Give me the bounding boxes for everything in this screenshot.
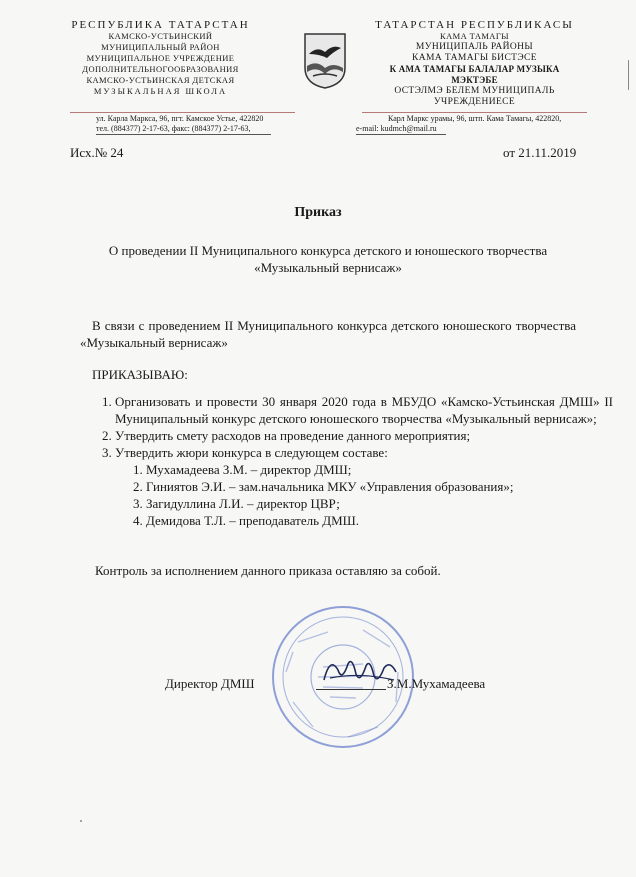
jury-member: 4. Демидова Т.Л. – преподаватель ДМШ. — [146, 512, 613, 529]
subject-line-1: О проведении II Муниципального конкурса детского и юношеского творчества — [108, 243, 548, 258]
signature-line — [316, 689, 386, 690]
address-underline-left — [96, 134, 271, 135]
intro-paragraph — [80, 317, 576, 351]
intro-text: В связи с проведением II Муниципального конкурса детского юношеского творчества «Музыкальный вернисаж» — [80, 318, 576, 350]
list-item: 1. Организовать и провести 30 января 2020 года в МБУДО «Камско-Устьинская ДМШ» II Муниципальный конкурс детского юношеского творчества «Музыкальный вернисаж»; — [115, 393, 613, 427]
institution-tt-3: ОСТЭЛМЭ БЕЛЕМ МУНИЦИПАЛЬ — [394, 86, 555, 96]
address-ru: ул. Карла Маркса, 96, пгт. Камское Устье, 422820 — [96, 114, 264, 123]
jury-list — [115, 461, 613, 529]
header-rule-left — [70, 112, 295, 113]
email-tt: e-mail: kudmch@mail.ru — [356, 124, 437, 133]
document-number: Исх.№ 24 — [70, 145, 124, 160]
jury-intro: Утвердить жюри конкурса в следующем составе: — [115, 445, 388, 460]
country-tt: ТАТАРСТАН РЕСПУБЛИКАСЫ — [375, 19, 574, 31]
control-statement: Контроль за исполнением данного приказа оставляю за собой. — [95, 563, 441, 578]
district-tt-1: КАМА ТАМАГЫ — [440, 31, 509, 41]
list-item: 2. Утвердить смету расходов на проведение данного мероприятия; — [115, 427, 613, 444]
address-tt: Карл Маркс урамы, 96, штп. Кама Тамагы, 422820, — [388, 114, 562, 123]
district-tt-3: КАМА ТАМАГЫ БИСТЭСЕ — [412, 53, 537, 63]
jury-member: 2. Гиниятов Э.И. – зам.начальника МКУ «Управления образования»; — [146, 478, 613, 495]
document-date: от 21.11.2019 — [503, 145, 577, 160]
document-subject — [80, 242, 576, 276]
institution-tt-2: МЭКТЭБЕ — [451, 75, 498, 85]
coat-of-arms-icon — [303, 32, 347, 90]
scan-speck — [628, 60, 629, 90]
institution-ru-3: КАМСКО-УСТЬИНСКАЯ ДЕТСКАЯ — [86, 75, 235, 85]
document-title: Приказ — [294, 205, 342, 220]
institution-ru-2: ДОПОЛНИТЕЛЬНОГООБРАЗОВАНИЯ — [82, 64, 239, 74]
address-underline-right — [356, 134, 446, 135]
institution-ru-4: МУЗЫКАЛЬНАЯ ШКОЛА — [93, 86, 228, 96]
order-items — [80, 393, 613, 529]
scan-speck — [80, 820, 82, 822]
header-left — [48, 20, 273, 97]
institution-tt-1: К АМА ТАМАГЫ БАЛАЛАР МУЗЫКА — [389, 64, 560, 74]
institution-ru-1: МУНИЦИПАЛЬНОЕ УЧРЕЖДЕНИЕ — [86, 53, 235, 63]
signer-title: Директор ДМШ — [165, 676, 255, 691]
jury-member: 1. Мухамадеева З.М. – директор ДМШ; — [146, 461, 613, 478]
order-word: ПРИКАЗЫВАЮ: — [92, 367, 188, 382]
institution-tt-4: УЧРЕЖДЕНИЕСЕ — [433, 97, 516, 107]
header-right — [362, 20, 587, 108]
signer-name: З.М.Мухамадеева — [387, 676, 486, 691]
district-ru: КАМСКО-УСТЬИНСКИЙ — [108, 31, 213, 41]
subject-line-2: «Музыкальный вернисаж» — [254, 260, 402, 275]
header-rule-right — [362, 112, 587, 113]
jury-member: 3. Загидуллина Л.И. – директор ЦВР; — [146, 495, 613, 512]
district-ru-2: МУНИЦИПАЛЬНЫЙ РАЙОН — [101, 42, 220, 52]
list-item — [115, 444, 613, 529]
district-tt-2: МУНИЦИПАЛЬ РАЙОНЫ — [415, 42, 534, 52]
phone-ru: тел. (884377) 2-17-63, факс: (884377) 2-17-63, — [96, 124, 251, 133]
country-ru: РЕСПУБЛИКА ТАТАРСТАН — [71, 19, 250, 31]
